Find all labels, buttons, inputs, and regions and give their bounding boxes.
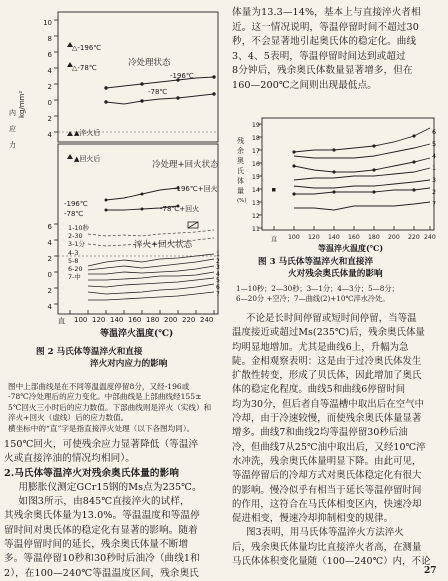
body-line: 其残余奥氏体量为13.0%。等温温度和等温停 (4, 510, 200, 522)
fig3-caption-line: 图 3 马氏体等温淬火和直接淬 (258, 257, 374, 267)
fig2-tick: 10 (43, 19, 52, 27)
fig3-curves (294, 128, 430, 210)
body-line: 的作用，这符合在马氏体相变区内，快速冷却 (232, 498, 422, 510)
body-line: 后，残余奥氏体量均比直接淬火者高，在测量 (232, 541, 422, 553)
fig3-curve-2 (294, 188, 430, 194)
fig3-legend-line: 6—20分 +空冷；7—曲线(2)+10℃淬水冷处。 (236, 294, 390, 304)
fig3-xtick: 120 (308, 234, 320, 241)
fig2-xtick: 180 (146, 316, 160, 324)
fig2-tick: 6 (47, 51, 52, 59)
body-line: 150℃回火，可使残余应力显著降低（等温淬 (4, 439, 199, 450)
fig3-ylabel-char: 体 (237, 177, 244, 185)
fig3-curve-4 (294, 158, 430, 172)
fig3-xtick: 140 (328, 234, 340, 241)
fig3-curve-number: 7 (432, 200, 437, 208)
fig2-curve-number: 6 (216, 283, 220, 291)
fig2-curve-label-196-temper: -196℃+回火 (174, 185, 218, 193)
figure-3-chart (234, 110, 446, 248)
body-line: 近。这一情况说明，等温停留时间不超过30 (232, 21, 419, 33)
fig2-curve-label-78-mid: -78℃ (64, 210, 84, 218)
fig3-xtick: 160 (348, 234, 360, 241)
fig3-xtick: 100 (288, 234, 300, 241)
fig2-curve-numbers (216, 252, 220, 298)
fig2-time-legend-item: 2-30 (68, 232, 83, 241)
fig2-time-legend-item: 5-8 (68, 256, 79, 265)
fig3-frame (262, 118, 437, 230)
left-body-text (4, 438, 230, 581)
fig3-ylabel-char: 氏 (237, 167, 244, 175)
fig2-bottom-curves (88, 254, 214, 300)
body-line: 秒，不会显著地引起奥氏体的稳定化。曲线 (232, 36, 417, 48)
fig2-x-ticks (70, 310, 214, 314)
fig3-legend-line: 1—10秒；2—30秒；3—1分；4—3分；5—8分； (236, 284, 399, 293)
fig3-y-label (237, 136, 246, 206)
fig2-quench-temper-state-label: 淬火+回火状态 (134, 240, 193, 250)
fig2-time-legend (68, 224, 89, 281)
fig2-note-line: 5℃回火三小时后的应力数值。下部曲线则是淬火（实线）和 (8, 402, 212, 412)
fig2-xtick: 160 (128, 316, 142, 324)
body-line: 扩散性转变，形成了贝氏体，因此增加了奥氏 (232, 370, 422, 382)
fig2-top-y-ticks (54, 20, 58, 132)
fig2-note-line: 横坐标中的“直”字是指直接淬火处理（以下各图均同）。 (8, 423, 195, 433)
fig2-curve-number: 4 (216, 270, 220, 278)
body-line: 陡。金相观察表明：这是由于过冷奥氏体发生 (232, 355, 422, 367)
fig3-xtick: 200 (388, 234, 400, 241)
body-line: 160—200℃之间则出现最低点。 (232, 79, 377, 91)
body-line: 3、4、5表明，等温停留时间达到或超过 (232, 50, 406, 62)
fig2-xtick: 直 (58, 317, 65, 325)
fig3-tick: 16 (251, 160, 260, 168)
fig2-tick: 8 (47, 35, 52, 43)
fig3-tick: 14 (251, 186, 260, 194)
fig2-curve-label-196: -196℃ (170, 72, 194, 80)
fig2-legend-minus78: △-78℃ (72, 64, 97, 72)
fig2-note-line: 图中上部曲线是在不同等温温度停留8分，又经-196或 (8, 382, 190, 391)
fig3-legend (236, 284, 446, 305)
fig2-xtick: 100 (74, 316, 88, 324)
fig2-curve-minus196 (106, 77, 214, 88)
fig2-tick: 4 (47, 131, 52, 139)
fig3-tick: 12 (251, 212, 260, 220)
body-line: 等温停留时间的延长，残余奥氏体量不断增 (4, 539, 189, 551)
fig2-bottom-y-ticks (54, 224, 58, 304)
fig2-unit-label: kg/mm² (18, 90, 26, 118)
fig2-legend-quench: ▲淬火后 (74, 129, 101, 137)
fig2-x-axis-label: 等温淬火温度(℃) (100, 329, 174, 339)
fig2-ylabel-char: 应 (9, 125, 16, 133)
body-line: 冷却，由于冷速较慢，而使残余奥氏体量显著 (232, 413, 422, 425)
fig3-ylabel-char: 余 (237, 147, 244, 155)
fig2-time-legend-item: 7-中 (68, 273, 81, 282)
fig2-caption-line: 淬火对内应力的影响 (90, 359, 168, 369)
body-line: 体的稳定化程度。曲线5和曲线6停留时间 (232, 384, 406, 396)
fig3-tick: 13 (251, 199, 260, 207)
fig2-xtick: 240 (200, 316, 214, 324)
fig2-x-tick-labels (58, 316, 222, 326)
section-title: 2.马氏体等温淬火对残余奥氏体量的影响 (4, 467, 180, 479)
body-line: 8分钟后，残余奥氏体数量显著增多，但在 (232, 65, 413, 77)
fig2-tick: 0 (47, 99, 52, 107)
fig2-tick: 2 (47, 255, 52, 263)
fig3-xtick: 180 (368, 234, 380, 241)
right-top-text (232, 6, 446, 94)
fig2-curve-number: 7 (216, 290, 220, 298)
fig3-curve-numbers (432, 126, 436, 210)
fig2-ylabel-char: 内 (9, 109, 16, 117)
body-line: 如图3所示，由845℃直接淬火的试样， (18, 496, 190, 508)
body-line: 温度接近或超过Ms(235℃)后，残余奥氏体量 (232, 327, 426, 339)
fig3-curve-5 (294, 144, 430, 158)
fig3-tick: 17 (251, 147, 260, 155)
fig3-curve-number: 3 (432, 176, 437, 184)
body-line: 马氏体体积变化量随（100—240℃）内，不论 (232, 556, 431, 568)
fig2-tick: 4 (47, 67, 52, 75)
fig2-curve-label-196-mid: -196℃ (64, 200, 88, 208)
page-number: 27 (424, 566, 437, 576)
fig3-curve-number: 4 (432, 152, 437, 160)
fig3-tick: 15 (251, 173, 260, 181)
fig3-tick: 19 (251, 121, 260, 129)
fig3-curve-3 (294, 180, 430, 188)
body-line: 促进相变，慢速冷却抑制相变的规律。 (232, 513, 394, 525)
fig3-markers (272, 134, 416, 195)
fig3-curve-number: 5 (432, 140, 437, 148)
fig2-curve-label-78-temper: -78℃+回火 (160, 205, 200, 213)
fig2-xtick: 120 (92, 316, 106, 324)
fig3-ylabel-char: 残 (237, 137, 244, 145)
fig2-ylabel-char: 力 (9, 141, 16, 149)
fig3-ylabel-char: 奥 (237, 157, 244, 165)
fig2-hatched-markers (188, 222, 198, 228)
body-line: 2），在100—240℃等温温度区间，残余奥氏 (4, 567, 199, 579)
fig2-note-line: 淬火+回火（虚线）后的应力数值。 (8, 413, 129, 423)
body-line: 的影响。慢冷似乎有相当于延长等温停留时间 (232, 484, 422, 496)
fig3-curve-number: 1 (432, 164, 437, 172)
fig2-note (8, 382, 230, 434)
right-bottom-text (232, 312, 446, 569)
fig2-xtick: 140 (110, 316, 124, 324)
body-line: 水冲洗，残余奥氏体量明显下降。由此可见， (232, 455, 422, 467)
fig3-curve-number: 6 (432, 128, 437, 136)
body-line: 用膨胀仪测定GCr15钢的Ms点为235℃。 (18, 481, 202, 493)
fig3-caption-line: 火对残余奥氏体量的影响 (288, 269, 383, 279)
fig2-tick: 2 (47, 287, 52, 295)
fig3-ylabel-char: (%) (237, 198, 247, 204)
body-line: 图3表明，用马氏体等温淬火方法淬火 (246, 527, 404, 539)
fig2-tick: 2 (47, 115, 52, 123)
fig3-y-tick-labels (248, 119, 260, 236)
fig3-x-axis-label: 等温淬火温度(℃) (318, 243, 384, 253)
fig2-tick: 6 (47, 223, 52, 231)
fig2-time-legend-item: 1-10秒 (68, 224, 89, 232)
fig2-time-legend-item: 3-1分 (68, 240, 85, 249)
fig3-tick: 18 (251, 134, 260, 142)
body-line: 体量为13.3—14%，基本上与直接淬火者相 (232, 7, 421, 18)
fig3-x-tick-labels (271, 234, 444, 243)
fig2-xtick: 200 (164, 316, 178, 324)
fig2-tick: 0 (47, 271, 52, 279)
fig2-legend-temper: ▲回火后 (74, 155, 101, 163)
fig2-caption (36, 346, 226, 370)
body-line: 均明显地增加。尤其是曲线6上，升幅为急 (232, 341, 409, 353)
fig3-curve-6 (294, 128, 430, 152)
body-line: 不论是长时间停留或短时间停留，当等温 (246, 313, 417, 324)
fig2-curve-number: 5 (216, 277, 220, 285)
fig3-tick: 11 (251, 225, 260, 233)
fig3-curve-number: 2 (432, 188, 437, 196)
fig2-bottom-y-tick-labels (40, 219, 52, 315)
fig3-x-ticks (274, 226, 430, 230)
fig2-caption-line: 图 2 马氏体等温淬火和直接 (36, 347, 143, 357)
fig2-time-legend-item: 4-3 (68, 248, 79, 257)
body-line: 多。等温停留10秒和30秒时后油冷（曲线1和 (4, 553, 200, 565)
body-line: 火或直接淬油的情况均相同）。 (4, 453, 135, 465)
fig3-ylabel-char: 量 (237, 187, 244, 195)
fig2-legend-minus196: △-196℃ (72, 44, 102, 52)
body-line: 冷，但曲线7从25℃油中取出后，又经10℃淬 (232, 441, 426, 453)
fig2-cold-state-label: 冷处理状态 (128, 58, 171, 68)
fig2-time-legend-item: 6-20 (68, 265, 83, 274)
fig2-cold-temper-state-label: 冷处理+回火状态 (152, 160, 219, 170)
fig2-curve-number: 3 (216, 264, 220, 272)
body-line: 均为30分，但后者自等温槽中取出后在空气中 (232, 398, 425, 410)
fig3-xtick: 直 (271, 236, 278, 243)
fig3-xtick: 220 (408, 234, 420, 241)
fig2-curve-number: 2 (216, 257, 220, 265)
fig2-note-line: -78℃冷处理后的应力变化。中部曲线是上部曲线经155± (8, 392, 202, 402)
fig2-top-frame (58, 12, 218, 142)
fig2-curve-label-78: -78℃ (148, 88, 168, 96)
fig2-xtick: 220 (182, 316, 196, 324)
body-line: 等温停留后的冷却方式对奥氏体稳定化有很大 (232, 470, 422, 482)
fig2-tick: 4 (47, 239, 52, 247)
fig2-tick: 4 (47, 303, 52, 311)
fig2-curve-number: 1 (216, 251, 220, 258)
body-line: 留时间对奥氏体的稳定化有显著的影响。随着 (4, 524, 198, 536)
fig3-xtick: 240 (424, 234, 436, 241)
body-line: 增多。曲线7和曲线2均等温停留30秒后油 (232, 427, 408, 439)
fig3-caption (258, 256, 448, 280)
fig3-curve-7 (294, 202, 430, 210)
fig2-top-y-tick-labels (40, 15, 52, 143)
fig2-tick: 2 (47, 83, 52, 91)
